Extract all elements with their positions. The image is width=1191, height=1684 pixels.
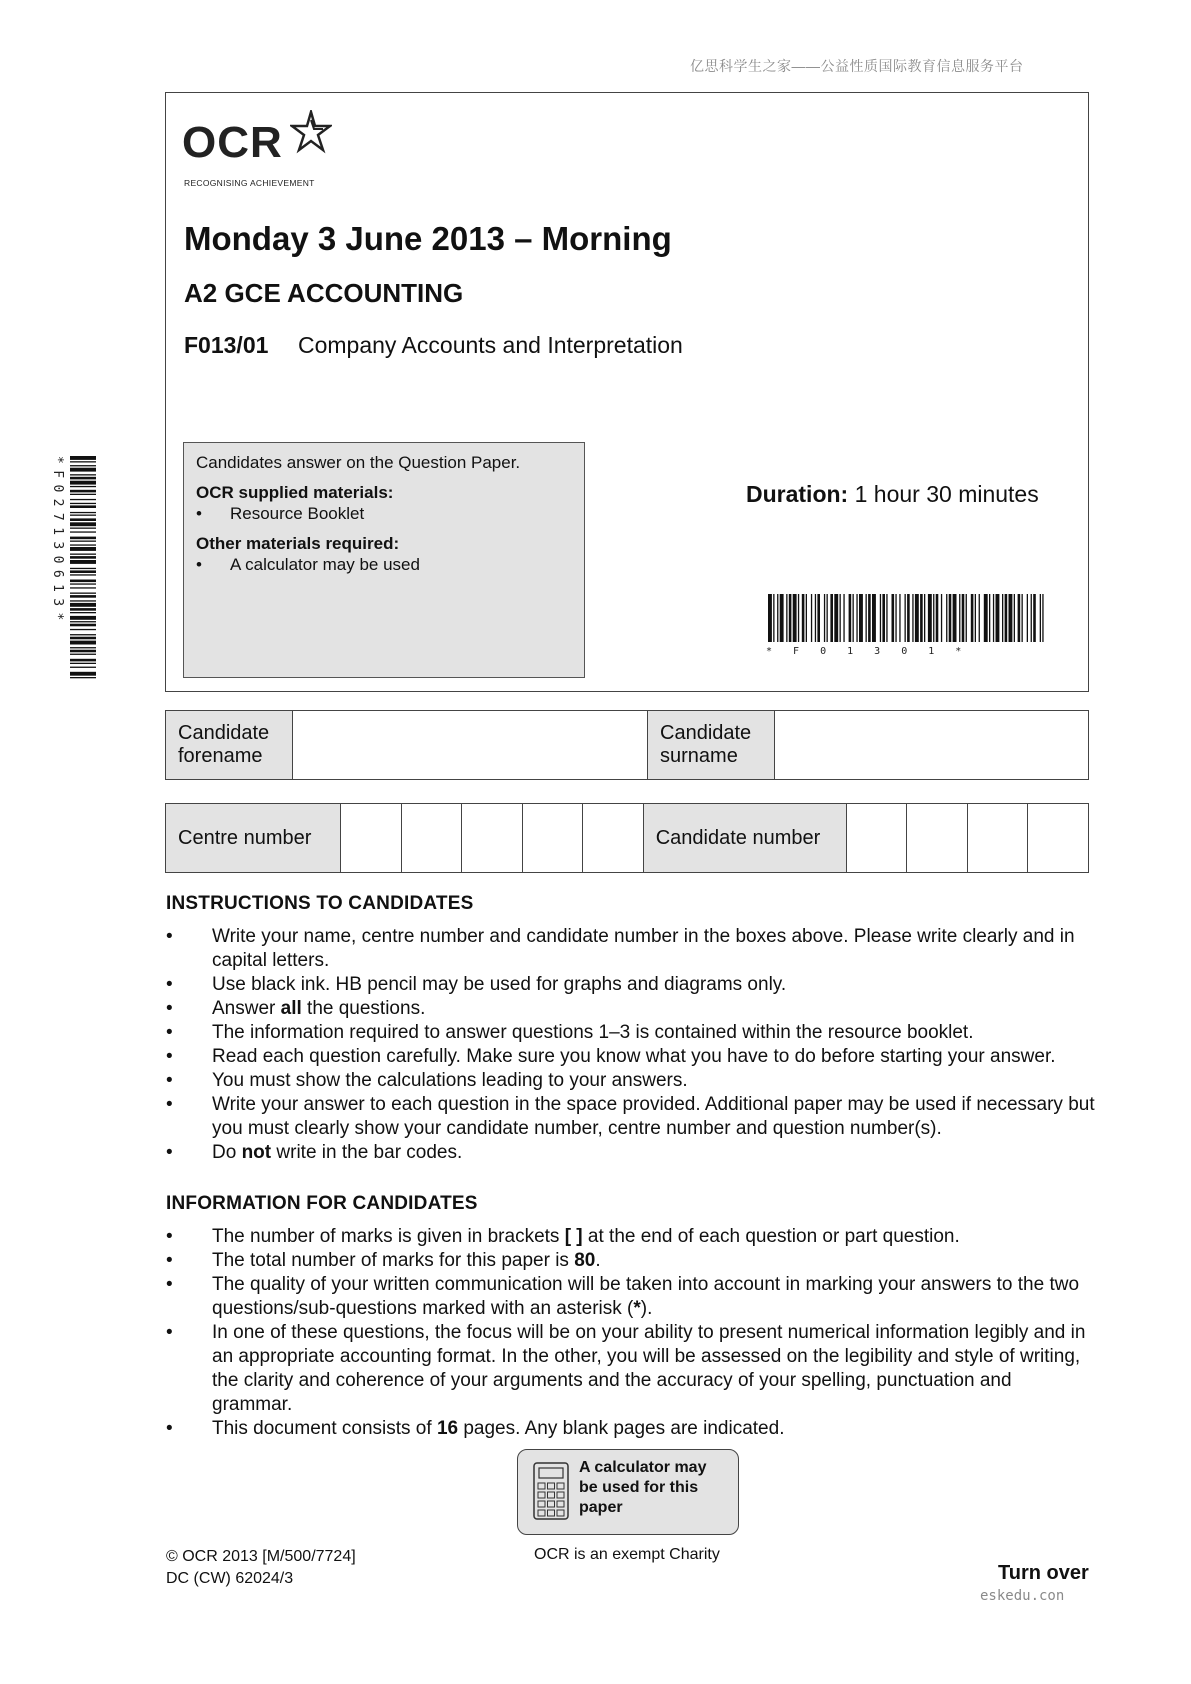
barcode-bar xyxy=(70,474,96,475)
materials-box xyxy=(183,442,585,678)
barcode-bar xyxy=(915,594,919,642)
barcode-bar xyxy=(70,544,96,545)
information-list xyxy=(166,1225,1096,1441)
barcode-bar xyxy=(70,667,96,668)
barcode-bar xyxy=(70,503,96,504)
barcode-bar xyxy=(773,594,774,642)
subject-heading: A2 GCE ACCOUNTING xyxy=(184,278,464,308)
barcode-bar xyxy=(1031,594,1032,642)
forename-field[interactable] xyxy=(293,711,648,780)
barcode-bar xyxy=(949,594,952,642)
barcode-bar xyxy=(70,616,96,620)
materials-intro: Candidates answer on the Question Paper. xyxy=(196,453,521,472)
bullet-icon: • xyxy=(196,555,202,574)
barcode-bar xyxy=(70,621,96,622)
barcode-bar xyxy=(70,659,96,662)
other-item: • A calculator may be used xyxy=(196,555,420,574)
barcode-bar xyxy=(868,594,871,642)
barcode-bar xyxy=(924,594,925,642)
candidate-digit-box[interactable] xyxy=(846,804,907,873)
information-heading: INFORMATION FOR CANDIDATES xyxy=(166,1193,478,1214)
instruction-item: • Read each question carefully. Make sure you know what you have to do before starting your answer. xyxy=(166,1046,1056,1067)
barcode-bar xyxy=(840,594,841,642)
centre-digit-box[interactable] xyxy=(583,804,644,873)
barcode-bar xyxy=(786,594,787,642)
candidate-digit-box[interactable] xyxy=(1028,804,1089,873)
page-title: Monday 3 June 2013 – Morning xyxy=(184,220,672,257)
barcode-bar xyxy=(70,547,96,551)
centre-digit-box[interactable] xyxy=(522,804,583,873)
calculator-notice-text: A calculator may be used for this paper xyxy=(579,1459,707,1516)
barcode-bar xyxy=(966,594,967,642)
barcode-bar xyxy=(886,594,887,642)
barcode-bar xyxy=(70,593,96,594)
barcode-bar xyxy=(872,594,876,642)
barcode-bar xyxy=(70,603,96,607)
barcode-bar xyxy=(70,650,96,653)
barcode-bar xyxy=(70,518,96,521)
instruction-item: • Do not write in the bar codes. xyxy=(166,1142,463,1163)
instructions-heading: INSTRUCTIONS TO CANDIDATES xyxy=(166,893,474,914)
candidate-name-table xyxy=(165,710,1089,780)
barcode-bar xyxy=(70,608,96,611)
barcode-bar xyxy=(843,594,844,642)
calculator-icon xyxy=(533,1462,569,1520)
barcode-bar xyxy=(1014,594,1015,642)
barcode-bar xyxy=(777,594,778,642)
barcode-bar xyxy=(780,594,784,642)
instruction-item: • Write your answer to each question in the space provided. Additional paper may be used if necessary but you must clearly show your candidate number, centre number and question number(s). xyxy=(166,1094,1095,1139)
barcode-bar xyxy=(1018,594,1021,642)
side-barcode-text: *F027130613* xyxy=(50,456,65,627)
information-item: • In one of these questions, the focus will be on your ability to present numerical information legibly and in an appropriate accounting format. In the other, you will be assessed on the legibility and style of writing, the clarity and coherence of your arguments and the accuracy of your spelling, punctuation and grammar. xyxy=(166,1322,1086,1415)
barcode-bar xyxy=(806,594,807,642)
barcode-bar xyxy=(70,554,96,555)
barcode-bar xyxy=(936,594,939,642)
barcode-bar xyxy=(880,594,881,642)
bullet-icon: • xyxy=(196,504,202,523)
information-item: • This document consists of 16 pages. Any blank pages are indicated. xyxy=(166,1418,785,1439)
barcode-bar xyxy=(70,486,96,487)
number-table xyxy=(165,803,1089,873)
barcode-bar xyxy=(70,477,96,480)
barcode-bar xyxy=(70,570,96,573)
barcode-bar xyxy=(946,594,947,642)
barcode-bar xyxy=(70,624,96,627)
barcode-bar xyxy=(70,600,96,601)
barcode-bar xyxy=(70,580,96,583)
barcode-bar xyxy=(70,560,96,564)
instruction-item: • Answer all the questions. xyxy=(166,998,426,1019)
supplied-item: • Resource Booklet xyxy=(196,504,365,523)
information-item: • The quality of your written communication will be taken into account in marking your answers to the two questions/sub-questions marked with an asterisk (*). xyxy=(166,1274,1080,1319)
barcode-bar xyxy=(70,465,96,466)
document-ref: DC (CW) 62024/3 xyxy=(166,1570,294,1587)
logo-tagline: RECOGNISING ACHIEVEMENT xyxy=(184,178,315,188)
barcode-bar xyxy=(70,456,96,460)
barcode-bar xyxy=(70,531,96,532)
barcode-bar xyxy=(70,490,96,493)
barcode-bar xyxy=(70,528,96,529)
barcode-bar xyxy=(70,499,96,500)
barcode-bar xyxy=(853,594,854,642)
barcode-bar xyxy=(824,594,825,642)
instruction-item: • Write your name, centre number and candidate number in the boxes above. Please write clearly and in capital letters. xyxy=(166,926,1075,971)
barcode-bar xyxy=(834,594,838,642)
forename-label: Candidate forename xyxy=(166,711,293,780)
barcode-bar xyxy=(971,594,974,642)
barcode-bar xyxy=(70,587,96,588)
barcode-bar xyxy=(993,594,994,642)
barcode-bar xyxy=(912,594,913,642)
information-item: • The total number of marks for this paper is 80. xyxy=(166,1250,601,1271)
barcode-bar xyxy=(959,594,960,642)
footer-left xyxy=(166,1546,356,1590)
instruction-item: • You must show the calculations leading to your answers. xyxy=(166,1070,688,1091)
watermark-top: 亿思科学生之家——公益性质国际教育信息服务平台 xyxy=(690,58,1024,74)
barcode-bar xyxy=(815,594,816,642)
barcode-bar xyxy=(899,594,900,642)
barcode-bar xyxy=(933,594,934,642)
barcode-bar xyxy=(70,612,96,613)
barcode-bar xyxy=(70,647,96,648)
barcode-bar xyxy=(811,594,812,642)
barcode-bar xyxy=(941,594,942,642)
barcode-bar xyxy=(70,494,96,495)
barcode-bar xyxy=(856,594,857,642)
duration-value: 1 hour 30 minutes xyxy=(854,481,1039,507)
barcode-bar xyxy=(768,594,772,642)
bottom-barcode xyxy=(766,594,1048,656)
charity-note: OCR is an exempt Charity xyxy=(534,1546,720,1563)
barcode-bar xyxy=(70,512,96,513)
barcode-bar xyxy=(70,654,96,655)
barcode-bar xyxy=(962,594,965,642)
barcode-bar xyxy=(928,594,932,642)
centre-number-label: Centre number xyxy=(166,804,341,873)
barcode-bar xyxy=(70,468,96,472)
instructions-list xyxy=(166,925,1096,1165)
centre-digit-box[interactable] xyxy=(341,804,402,873)
barcode-bar xyxy=(70,629,96,630)
barcode-bar xyxy=(859,594,863,642)
barcode-bar xyxy=(975,594,976,642)
ocr-logo xyxy=(182,118,283,168)
barcode-bar xyxy=(70,537,96,540)
barcode-bar xyxy=(1002,594,1003,642)
barcode-bar xyxy=(817,594,820,642)
candidate-digit-box[interactable] xyxy=(907,804,968,873)
instruction-item: • The information required to answer questions 1–3 is contained within the resource booklet. xyxy=(166,1022,974,1043)
other-heading: Other materials required: xyxy=(196,534,400,553)
barcode-bar xyxy=(70,677,96,678)
barcode-bar xyxy=(70,595,96,598)
barcode-bar xyxy=(892,594,895,642)
bottom-barcode-text: * F 0 1 3 0 1 * xyxy=(766,646,969,656)
barcode-bar xyxy=(907,594,910,642)
watermark-bottom: eskedu.con xyxy=(980,1588,1065,1604)
barcode-bar xyxy=(789,594,792,642)
barcode-bar xyxy=(70,461,96,462)
barcode-bar xyxy=(798,594,799,642)
barcode-bar xyxy=(70,541,96,542)
copyright: © OCR 2013 [M/500/7724] xyxy=(166,1548,356,1565)
barcode-bar xyxy=(1009,594,1013,642)
barcode-bar xyxy=(984,594,988,642)
barcode-bar xyxy=(70,637,96,640)
barcode-bar xyxy=(979,594,980,642)
barcode-bar xyxy=(70,641,96,645)
barcode-bar xyxy=(866,594,867,642)
barcode-bar xyxy=(70,583,96,584)
centre-digit-box[interactable] xyxy=(462,804,523,873)
barcode-bar xyxy=(70,556,96,559)
unit-code: F013/01 xyxy=(184,332,269,358)
turn-over: Turn over xyxy=(998,1562,1089,1584)
surname-field[interactable] xyxy=(775,711,1089,780)
barcode-bar xyxy=(905,594,906,642)
barcode-bar xyxy=(1022,594,1023,642)
barcode-bar xyxy=(70,522,96,526)
barcode-bar xyxy=(1005,594,1008,642)
barcode-bar xyxy=(70,568,96,569)
information-item: • The number of marks is given in brackets [ ] at the end of each question or part question. xyxy=(166,1226,960,1247)
star-icon xyxy=(290,110,332,154)
barcode-bar xyxy=(827,594,828,642)
duration xyxy=(746,481,1039,508)
barcode-bar xyxy=(996,594,1000,642)
barcode-bar xyxy=(1040,594,1041,642)
barcode-bar xyxy=(830,594,833,642)
duration-label: Duration: xyxy=(746,481,849,507)
barcode-bar xyxy=(1033,594,1036,642)
barcode-bar xyxy=(70,481,96,485)
barcode-bar xyxy=(802,594,805,642)
logo-text: OCR xyxy=(182,118,283,167)
candidate-digit-box[interactable] xyxy=(967,804,1028,873)
supplied-heading: OCR supplied materials: xyxy=(196,483,394,502)
barcode-bar xyxy=(70,672,96,676)
barcode-bar xyxy=(70,663,96,664)
barcode-bar xyxy=(953,594,957,642)
side-barcode xyxy=(50,454,98,680)
candidate-number-label: Candidate number xyxy=(643,804,846,873)
barcode-bar xyxy=(849,594,852,642)
barcode-bar xyxy=(70,634,96,635)
unit-name: Company Accounts and Interpretation xyxy=(298,332,683,358)
barcode-bar xyxy=(920,594,923,642)
barcode-bar xyxy=(793,594,797,642)
barcode-bar xyxy=(1042,594,1043,642)
centre-digit-box[interactable] xyxy=(401,804,462,873)
surname-label: Candidate surname xyxy=(648,711,775,780)
barcode-bar xyxy=(1027,594,1028,642)
barcode-bar xyxy=(70,515,96,516)
barcode-bar xyxy=(895,594,896,642)
barcode-bar xyxy=(882,594,885,642)
barcode-bar xyxy=(989,594,990,642)
barcode-bar xyxy=(70,574,96,575)
barcode-bar xyxy=(70,505,96,508)
instruction-item: • Use black ink. HB pencil may be used for graphs and diagrams only. xyxy=(166,974,787,995)
